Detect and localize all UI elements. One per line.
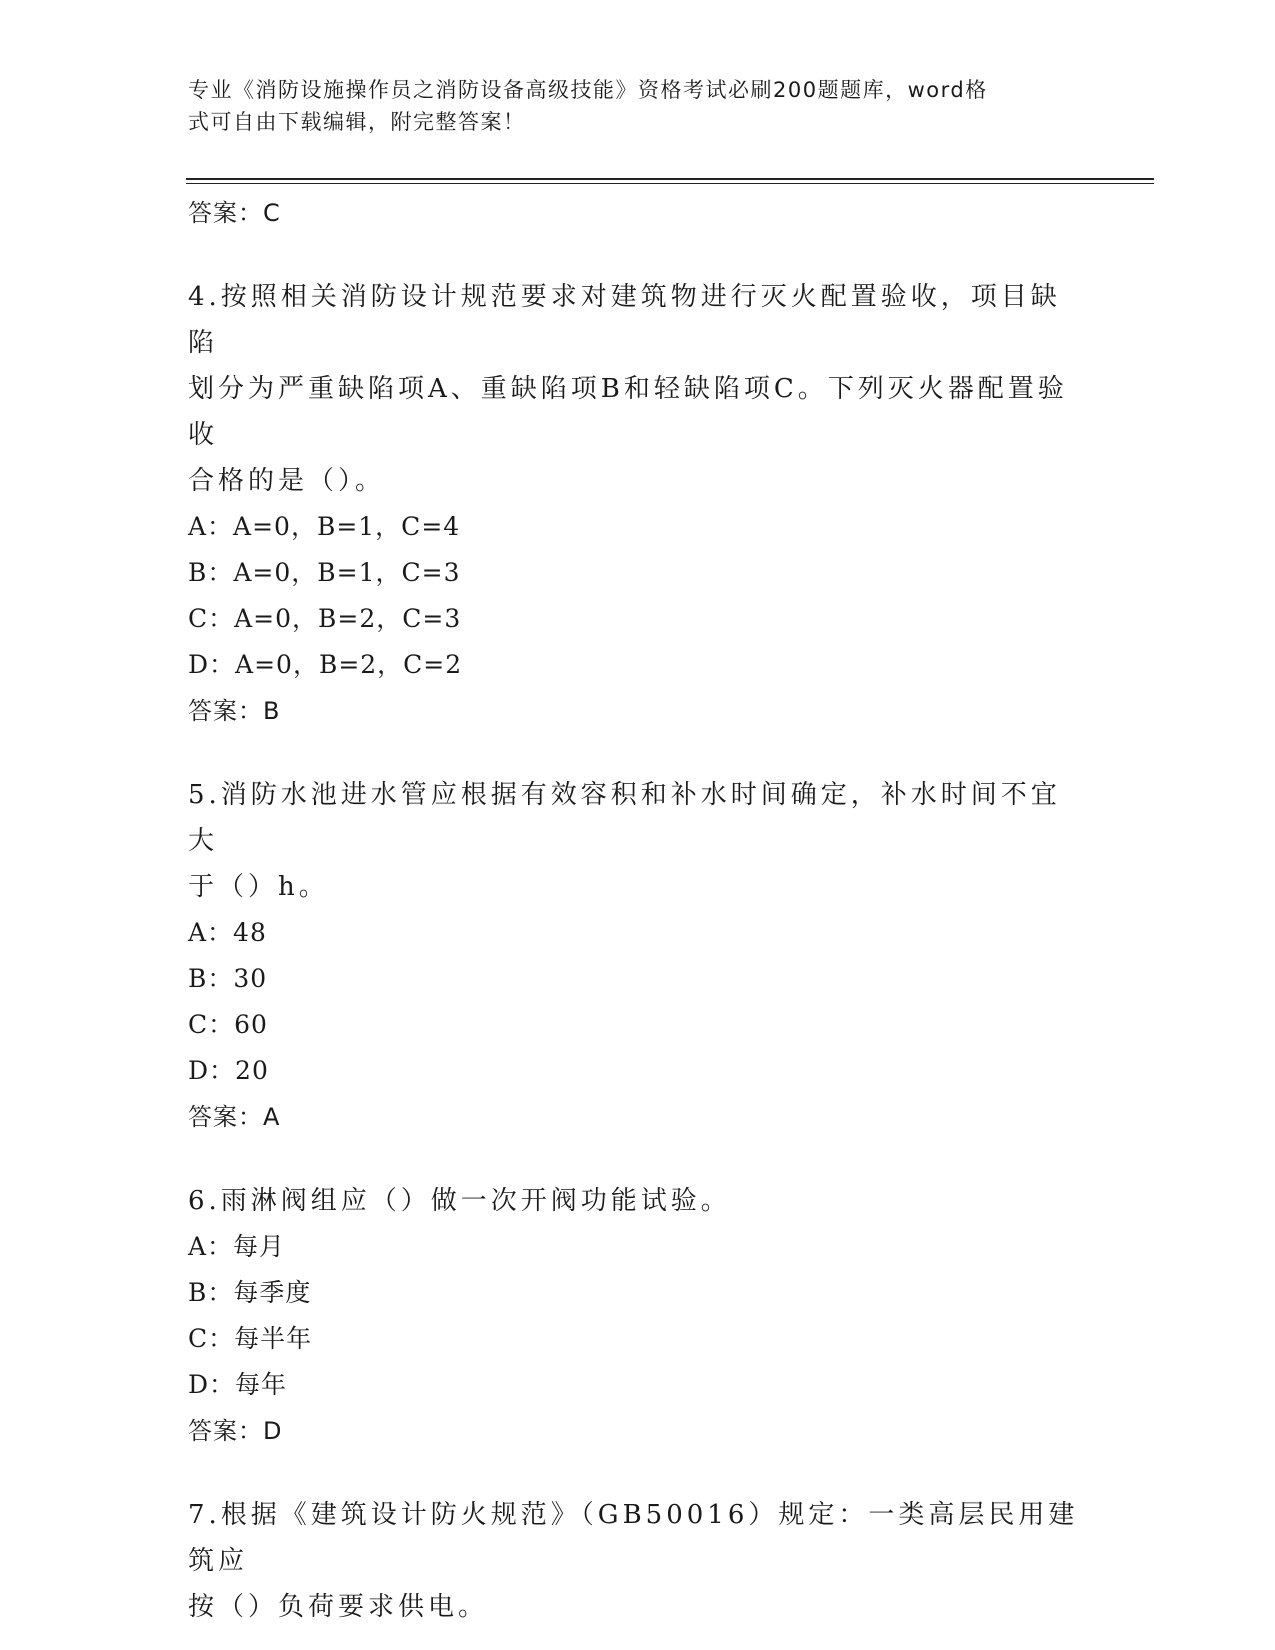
option-d: D：A=0，B=2，C=2 [188, 650, 463, 679]
option-c: C：A=0，B=2，C=3 [188, 604, 462, 633]
option-a: A：A=0，B=1，C=4 [188, 512, 461, 541]
option-b: B：A=0，B=1，C=3 [188, 558, 461, 587]
question-stem-line: 合格的是（）。 [188, 466, 386, 496]
option-d: D：每年 [188, 1370, 288, 1399]
answer-line: 答案：D [188, 1417, 283, 1445]
answer-line: 答案：A [188, 1103, 281, 1131]
question-stem-line: 7.根据《建筑设计防火规范》（GB50016）规定：一类高层民用建筑应 [188, 1500, 1079, 1576]
question-list [188, 190, 1088, 1630]
answer-line: 答案：B [188, 697, 281, 725]
option-a: A：每月 [188, 1232, 286, 1261]
question-stem-line: 5.消防水池进水管应根据有效容积和补水时间确定，补水时间不宜大 [188, 780, 1061, 856]
question-stem-line: 划分为严重缺陷项A、重缺陷项B和轻缺陷项C。下列灭火器配置验收 [188, 374, 1068, 450]
question-7 [188, 1492, 1088, 1630]
question-5 [188, 772, 1088, 1140]
header-line-2: 式可自由下载编辑，附完整答案！ [188, 110, 526, 134]
option-a: A：48 [188, 918, 267, 947]
header-divider-thin [186, 183, 1154, 184]
option-b: B：30 [188, 964, 268, 993]
question-6 [188, 1178, 1088, 1454]
question-stem-line: 于（）h。 [188, 872, 329, 902]
question-stem-line: 4.按照相关消防设计规范要求对建筑物进行灭火配置验收，项目缺陷 [188, 282, 1061, 358]
option-b: B：每季度 [188, 1278, 312, 1307]
question-4 [188, 274, 1088, 734]
question-stem-line: 6.雨淋阀组应（）做一次开阀功能试验。 [188, 1186, 731, 1216]
question-stem-line: 按（）负荷要求供电。 [188, 1592, 489, 1622]
option-d: D：20 [188, 1056, 269, 1085]
document-header [188, 74, 1088, 138]
header-divider-thick [186, 178, 1154, 180]
option-c: C：每半年 [188, 1324, 313, 1353]
option-c: C：60 [188, 1010, 268, 1039]
previous-answer: 答案：C [188, 199, 281, 227]
header-line-1: 专业《消防设施操作员之消防设备高级技能》资格考试必刷200题题库，word格 [188, 78, 988, 102]
